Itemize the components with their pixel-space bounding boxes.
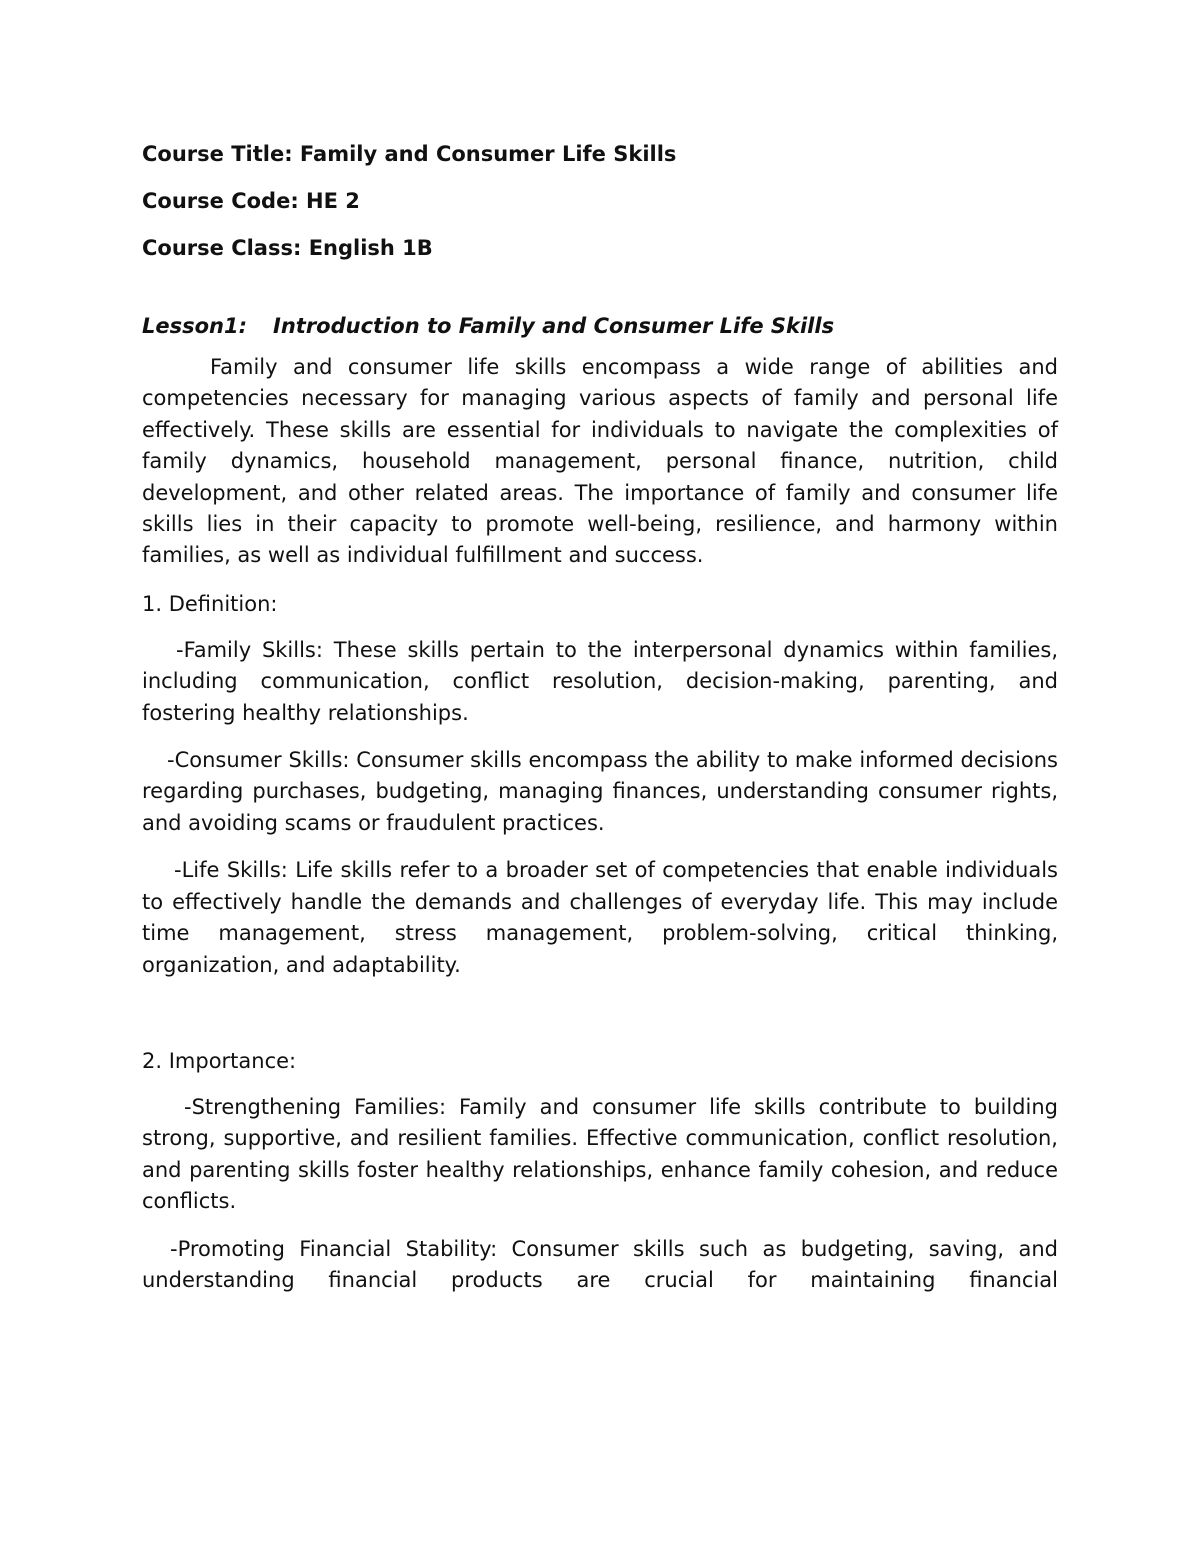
- course-class: Course Class: English 1B: [142, 236, 433, 260]
- importance-financial-stability: -Promoting Financial Stability: Consumer skills such as budgeting, saving, and understanding financial products are crucial for maintaining financial: [142, 1236, 1058, 1292]
- definition-heading: 1. Definition:: [142, 591, 278, 616]
- lesson-intro-paragraph: Family and consumer life skills encompass a wide range of abilities and competencies necessary for managing various aspects of family and personal life effectively. These skills are essential for individuals to navigate the complexities of family dynamics, household management, personal finance, nutrition, child development, and other related areas. The importance of family and consumer life skills lies in their capacity to promote well-being, resilience, and harmony within families, as well as individual fulfillment and success.: [142, 355, 1058, 568]
- course-title: Course Title: Family and Consumer Life Skills: [142, 142, 677, 166]
- blank-line: [142, 997, 1058, 1045]
- document-page: [142, 138, 1058, 1312]
- definition-family-skills: -Family Skills: These skills pertain to the interpersonal dynamics within families, including communication, conflict resolution, decision-making, parenting, and fostering healthy relationships.: [142, 637, 1058, 725]
- course-code: Course Code: HE 2: [142, 189, 360, 213]
- definition-consumer-skills: -Consumer Skills: Consumer skills encompass the ability to make informed decisions regarding purchases, budgeting, managing finances, understanding consumer rights, and avoiding scams or fraudulent practices.: [142, 748, 1058, 835]
- lesson-heading: [142, 310, 1058, 342]
- importance-heading: 2. Importance:: [142, 1048, 297, 1073]
- lesson-label: Lesson1:: [142, 314, 248, 338]
- definition-life-skills: -Life Skills: Life skills refer to a broader set of competencies that enable individuals to effectively handle the demands and challenges of everyday life. This may include time management, stress management, problem-solving, critical thinking, organization, and adaptability.: [142, 858, 1058, 977]
- importance-strengthening-families: -Strengthening Families: Family and consumer life skills contribute to building strong, supportive, and resilient families. Effective communication, conflict resolution, and parenting skills foster healthy relationships, enhance family cohesion, and reduce conflicts.: [142, 1094, 1058, 1214]
- lesson-title: Introduction to Family and Consumer Life Skills: [273, 314, 835, 338]
